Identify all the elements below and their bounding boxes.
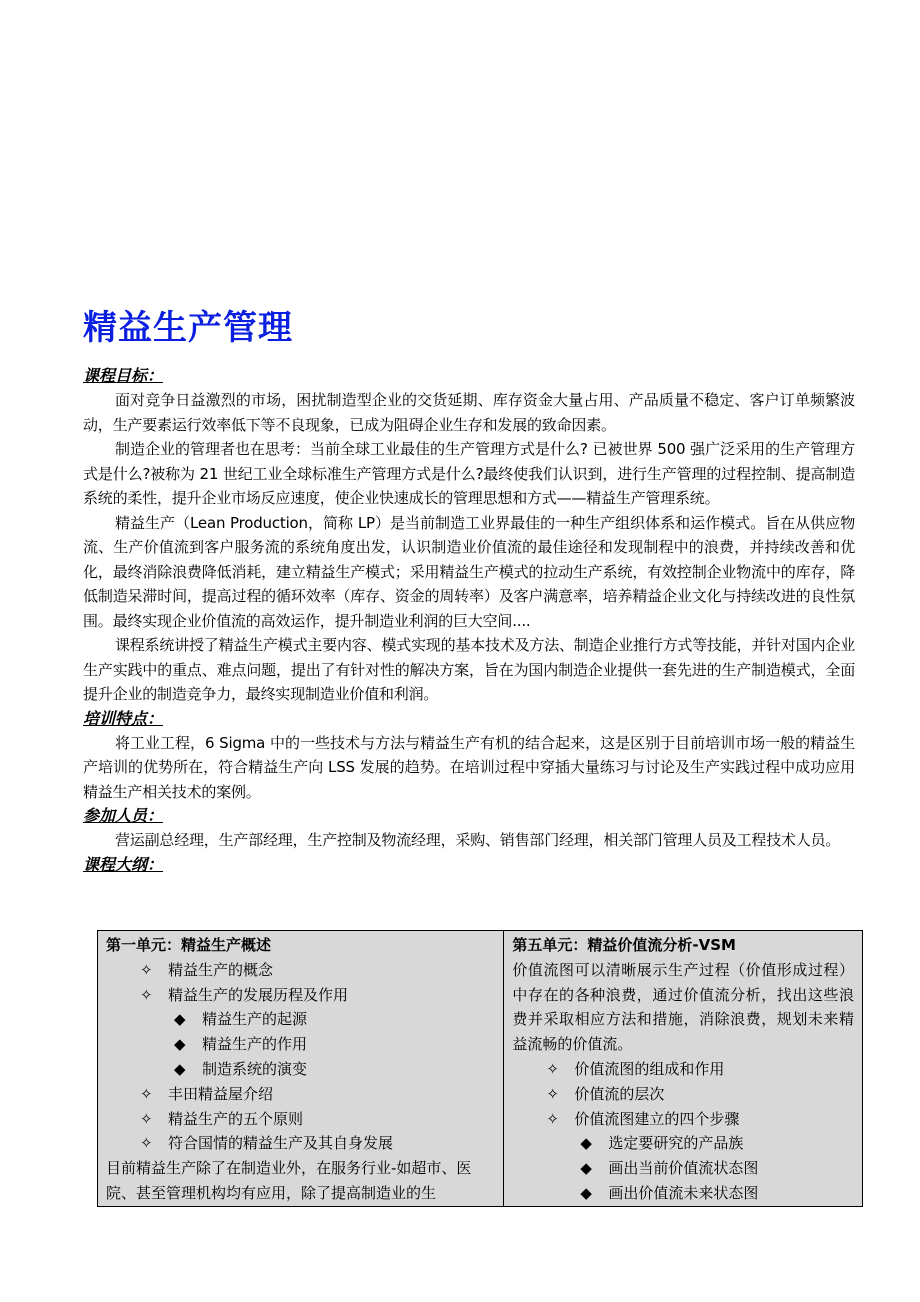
section-heading-participants: 参加人员： <box>83 806 164 825</box>
diamond-outline-icon: ✧ <box>546 1109 559 1128</box>
diamond-outline-icon: ✧ <box>140 1084 153 1103</box>
diamond-filled-icon: ◆ <box>580 1183 592 1202</box>
diamond-filled-icon: ◆ <box>174 1010 186 1029</box>
diamond-outline-icon: ✧ <box>140 960 153 979</box>
list-item: ◆ 制造系统的演变 <box>106 1057 495 1082</box>
section-heading-objective: 课程目标： <box>83 366 164 385</box>
outline-left-cell <box>98 931 504 1207</box>
diamond-outline-icon: ✧ <box>140 1109 153 1128</box>
list-item: ✧ 价值流图建立的四个步骤 <box>512 1107 854 1132</box>
list-item: ✧ 符合国情的精益生产及其自身发展 <box>106 1131 495 1156</box>
list-item: ✧ 价值流的层次 <box>512 1082 854 1107</box>
paragraph: 精益生产（Lean Production，简称 LP）是当前制造工业界最佳的一种生产组织体系和运作模式。旨在从供应物流、生产价值流到客户服务流的系统角度出发，认识制造业价值流的最佳途径和发现制程中的浪费，并持续改善和优化，最终消除浪费降低消耗，建立精益生产模式；采用精益生产模式的拉动生产系统，有效控制企业物流中的库存，降低制造呆滞时间，提高过程的循环效率（库存、资金的周转率）及客户满意率，培养精益企业文化与持续改进的良性氛围。最终实现企业价值流的高效运作，提升制造业利润的巨大空间.... <box>83 513 855 630</box>
document-body <box>83 364 855 877</box>
paragraph: 课程系统讲授了精益生产模式主要内容、模式实现的基本技术及方法、制造企业推行方式等技能，并针对国内企业生产实践中的重点、难点问题，提出了有针对性的解决方案，旨在为国内制造企业提供一套先进的生产制造模式，全面提升企业的制造竞争力，最终实现制造业价值和利润。 <box>83 636 856 703</box>
list-item: ✧ 丰田精益屋介绍 <box>106 1082 495 1107</box>
list-item: ◆ 画出当前价值流状态图 <box>512 1156 854 1181</box>
list-item: ◆ 精益生产的起源 <box>106 1007 495 1032</box>
outline-right-cell <box>504 931 863 1207</box>
list-item: ✧ 精益生产的发展历程及作用 <box>106 983 495 1008</box>
diamond-outline-icon: ✧ <box>546 1059 559 1078</box>
document-title: 精益生产管理 <box>83 308 293 348</box>
list-item: ✧ 精益生产的概念 <box>106 958 495 983</box>
diamond-filled-icon: ◆ <box>174 1035 186 1054</box>
diamond-filled-icon: ◆ <box>174 1059 186 1078</box>
course-outline-table <box>97 930 863 1207</box>
diamond-outline-icon: ✧ <box>140 985 153 1004</box>
section-heading-features: 培训特点： <box>83 708 164 728</box>
diamond-filled-icon: ◆ <box>580 1134 592 1153</box>
diamond-filled-icon: ◆ <box>580 1159 592 1178</box>
section-heading-outline: 课程大纲： <box>83 854 164 874</box>
paragraph: 将工业工程，6 Sigma 中的一些技术与方法与精益生产有机的结合起来，这是区别于目前培训市场一般的精益生产培训的优势所在，符合精益生产向 LSS 发展的趋势。在培训过程中穿插大量练习与讨论及生产实践过程中成功应用精益生产相关技术的案例。 <box>83 733 855 801</box>
list-item: ◆ 精益生产的作用 <box>106 1032 495 1057</box>
list-item: ◆ 选定要研究的产品族 <box>512 1131 854 1156</box>
list-item: ✧ 价值流图的组成和作用 <box>512 1057 854 1082</box>
diamond-outline-icon: ✧ <box>546 1084 559 1103</box>
paragraph: 面对竞争日益激烈的市场，困扰制造型企业的交货延期、库存资金大量占用、产品质量不稳定、客户订单频繁波动，生产要素运行效率低下等不良现象，已成为阻碍企业生存和发展的致命因素。 <box>83 391 855 434</box>
unit-title: 第一单元：精益生产概述 <box>106 936 272 954</box>
diamond-outline-icon: ✧ <box>140 1134 153 1153</box>
list-item: ◆ 画出价值流未来状态图 <box>512 1181 854 1206</box>
unit-title: 第五单元：精益价值流分析-VSM <box>512 936 736 954</box>
unit-description: 价值流图可以清晰展示生产过程（价值形成过程）中存在的各种浪费，通过价值流分析，找出这些浪费并采取相应方法和措施，消除浪费，规划未来精益流畅的价值流。 <box>512 960 854 1054</box>
unit-description: 目前精益生产除了在制造业外，在服务行业-如超市、医院、甚至管理机构均有应用，除了提高制造业的生 <box>106 1159 472 1202</box>
paragraph: 营运副总经理，生产部经理，生产控制及物流经理，采购、销售部门经理，相关部门管理人员及工程技术人员。 <box>115 831 841 849</box>
list-item: ✧ 精益生产的五个原则 <box>106 1107 495 1132</box>
paragraph: 制造企业的管理者也在思考：当前全球工业最佳的生产管理方式是什么? 已被世界 500 强广泛采用的生产管理方式是什么?被称为 21 世纪工业全球标准生产管理方式是什么?最终使我们认识到，进行生产管理的过程控制、提高制造系统的柔性，提升企业市场反应速度，使企业快速成长的管理思想和方式——精益生产管理系统。 <box>83 440 855 507</box>
